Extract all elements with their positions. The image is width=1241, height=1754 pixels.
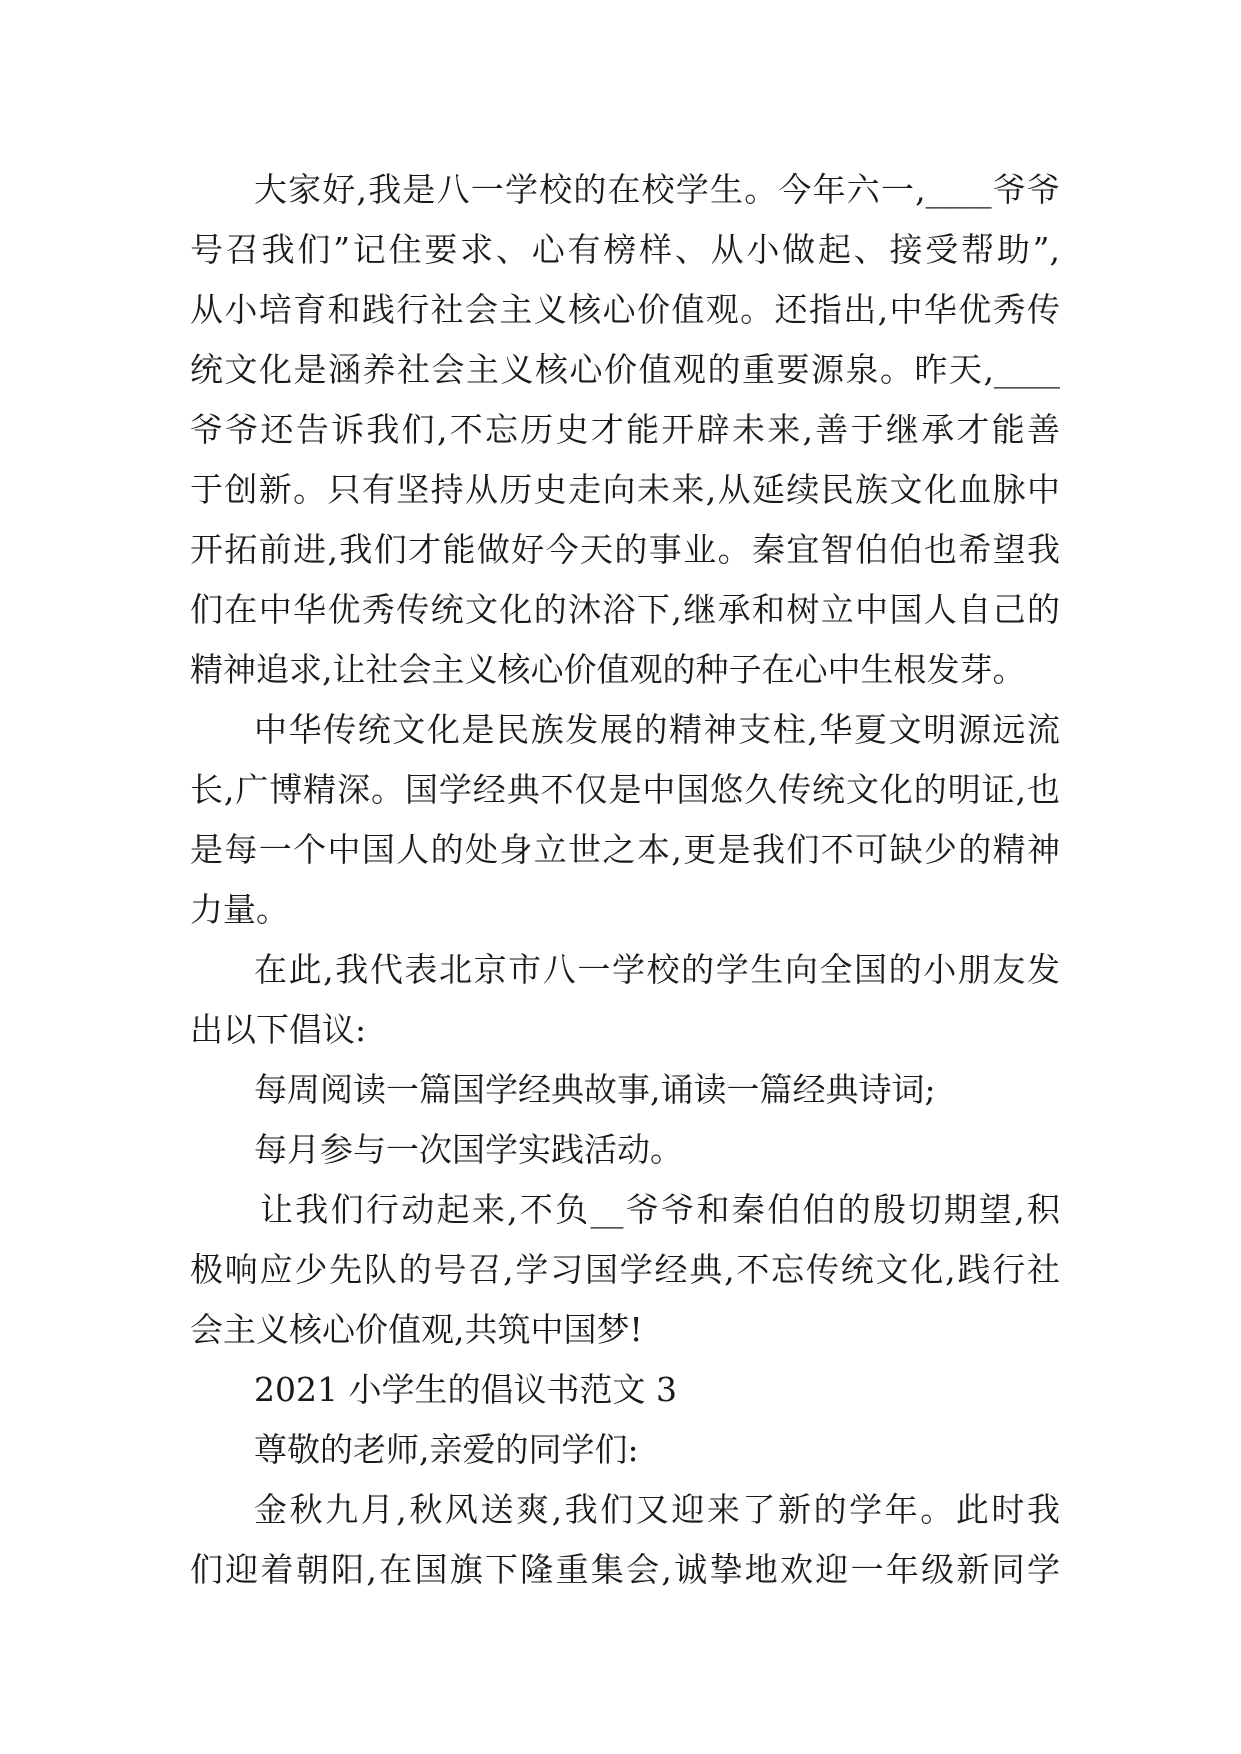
text-line: 在此,我代表北京市八一学校的学生向全国的小朋友发 <box>254 950 1060 989</box>
text-line: 于创新。只有坚持从历史走向未来,从延续民族文化血脉中 <box>190 470 1060 509</box>
salutation: 尊敬的老师,亲爱的同学们: <box>254 1430 639 1469</box>
text-line: 会主义核心价值观,共筑中国梦! <box>190 1310 643 1349</box>
text-line: 们在中华优秀传统文化的沐浴下,继承和树立中国人自己的 <box>190 590 1060 629</box>
text-line: 中华传统文化是民族发展的精神支柱,华夏文明源远流 <box>254 710 1060 749</box>
text-line: 极响应少先队的号召,学习国学经典,不忘传统文化,践行社 <box>190 1250 1060 1289</box>
section-heading: 2021 小学生的倡议书范文 3 <box>254 1370 677 1409</box>
text-line: 出以下倡议: <box>190 1010 367 1049</box>
text-line: 们迎着朝阳,在国旗下隆重集会,诚挚地欢迎一年级新同学 <box>190 1550 1060 1589</box>
text-line: 精神追求,让社会主义核心价值观的种子在心中生根发芽。 <box>190 650 1026 689</box>
text-line: 从小培育和践行社会主义核心价值观。还指出,中华优秀传 <box>190 290 1060 329</box>
text-line: 开拓前进,我们才能做好今天的事业。秦宜智伯伯也希望我 <box>190 530 1060 569</box>
text-line: 是每一个中国人的处身立世之本,更是我们不可缺少的精神 <box>190 830 1060 869</box>
text-line: 每周阅读一篇国学经典故事,诵读一篇经典诗词; <box>254 1070 936 1109</box>
text-line: 号召我们”记住要求、心有榜样、从小做起、接受帮助”, <box>190 230 1060 269</box>
text-line: 每月参与一次国学实践活动。 <box>254 1130 683 1169</box>
text-line: 统文化是涵养社会主义核心价值观的重要源泉。昨天,____ <box>190 350 1060 389</box>
text-line: 大家好,我是八一学校的在校学生。今年六一,____爷爷 <box>254 170 1060 209</box>
text-line: 金秋九月,秋风送爽,我们又迎来了新的学年。此时我 <box>254 1490 1060 1529</box>
text-line: 长,广博精深。国学经典不仅是中国悠久传统文化的明证,也 <box>190 770 1060 809</box>
text-line: 爷爷还告诉我们,不忘历史才能开辟未来,善于继承才能善 <box>190 410 1060 449</box>
text-line: 力量。 <box>190 890 289 929</box>
text-line: 让我们行动起来,不负__爷爷和秦伯伯的殷切期望,积 <box>260 1190 1060 1229</box>
